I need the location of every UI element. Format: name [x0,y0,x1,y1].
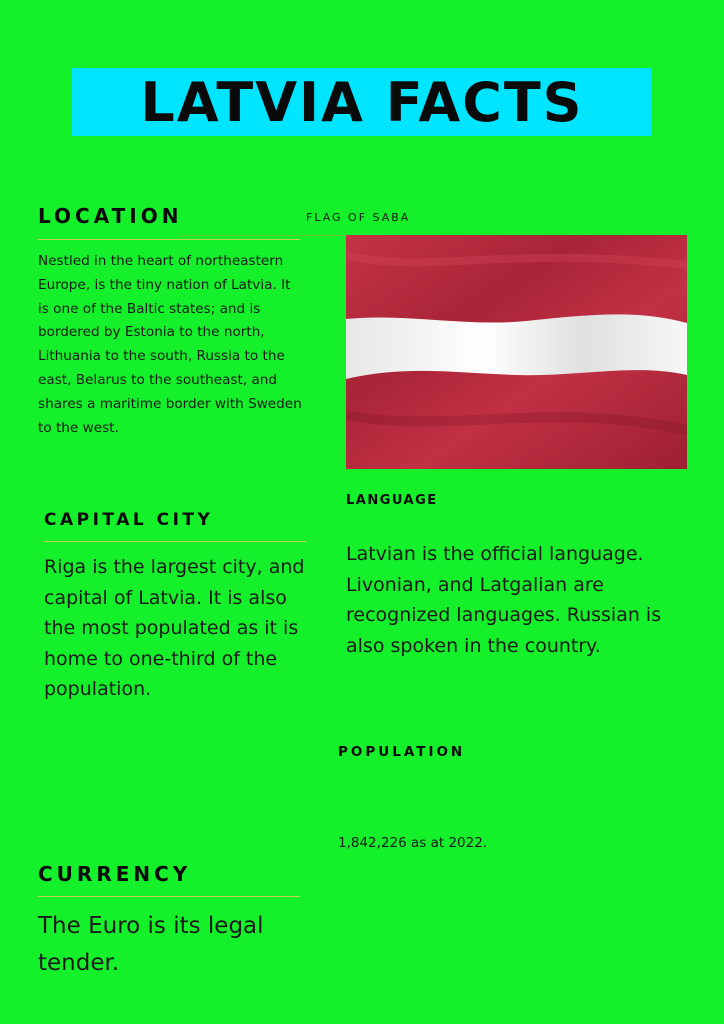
flag-graphic [346,235,687,469]
language-text: Latvian is the official language. Livonian, and Latgalian are recognized languages. Russian is also spoken in the country. [346,543,662,657]
location-heading: LOCATION [38,204,183,228]
page-title: LATVIA FACTS [140,70,584,134]
location-text: Nestled in the heart of northeastern Europe, is the tiny nation of Latvia. It is one of the Baltic states; and is bordered by Estonia to the north, Lithuania to the south, Russia to the east, Belarus to the southeast, and shares a maritime border with Sweden to the west. [38,253,302,436]
currency-heading: CURRENCY [38,862,192,886]
title-banner [72,68,652,136]
latvia-flag-image [346,235,687,469]
currency-text: The Euro is its legal tender. [38,913,264,976]
flag-caption: FLAG OF SABA [306,211,411,224]
currency-rule [38,896,300,897]
capital-rule [44,541,306,542]
location-rule [38,239,300,240]
language-heading: LANGUAGE [346,493,438,508]
capital-heading: CAPITAL CITY [44,510,214,530]
capital-text: Riga is the largest city, and capital of Latvia. It is also the most populated as it is home to one-third of the population. [44,556,305,700]
population-heading: POPULATION [338,744,466,760]
population-text: 1,842,226 as at 2022. [338,835,488,851]
